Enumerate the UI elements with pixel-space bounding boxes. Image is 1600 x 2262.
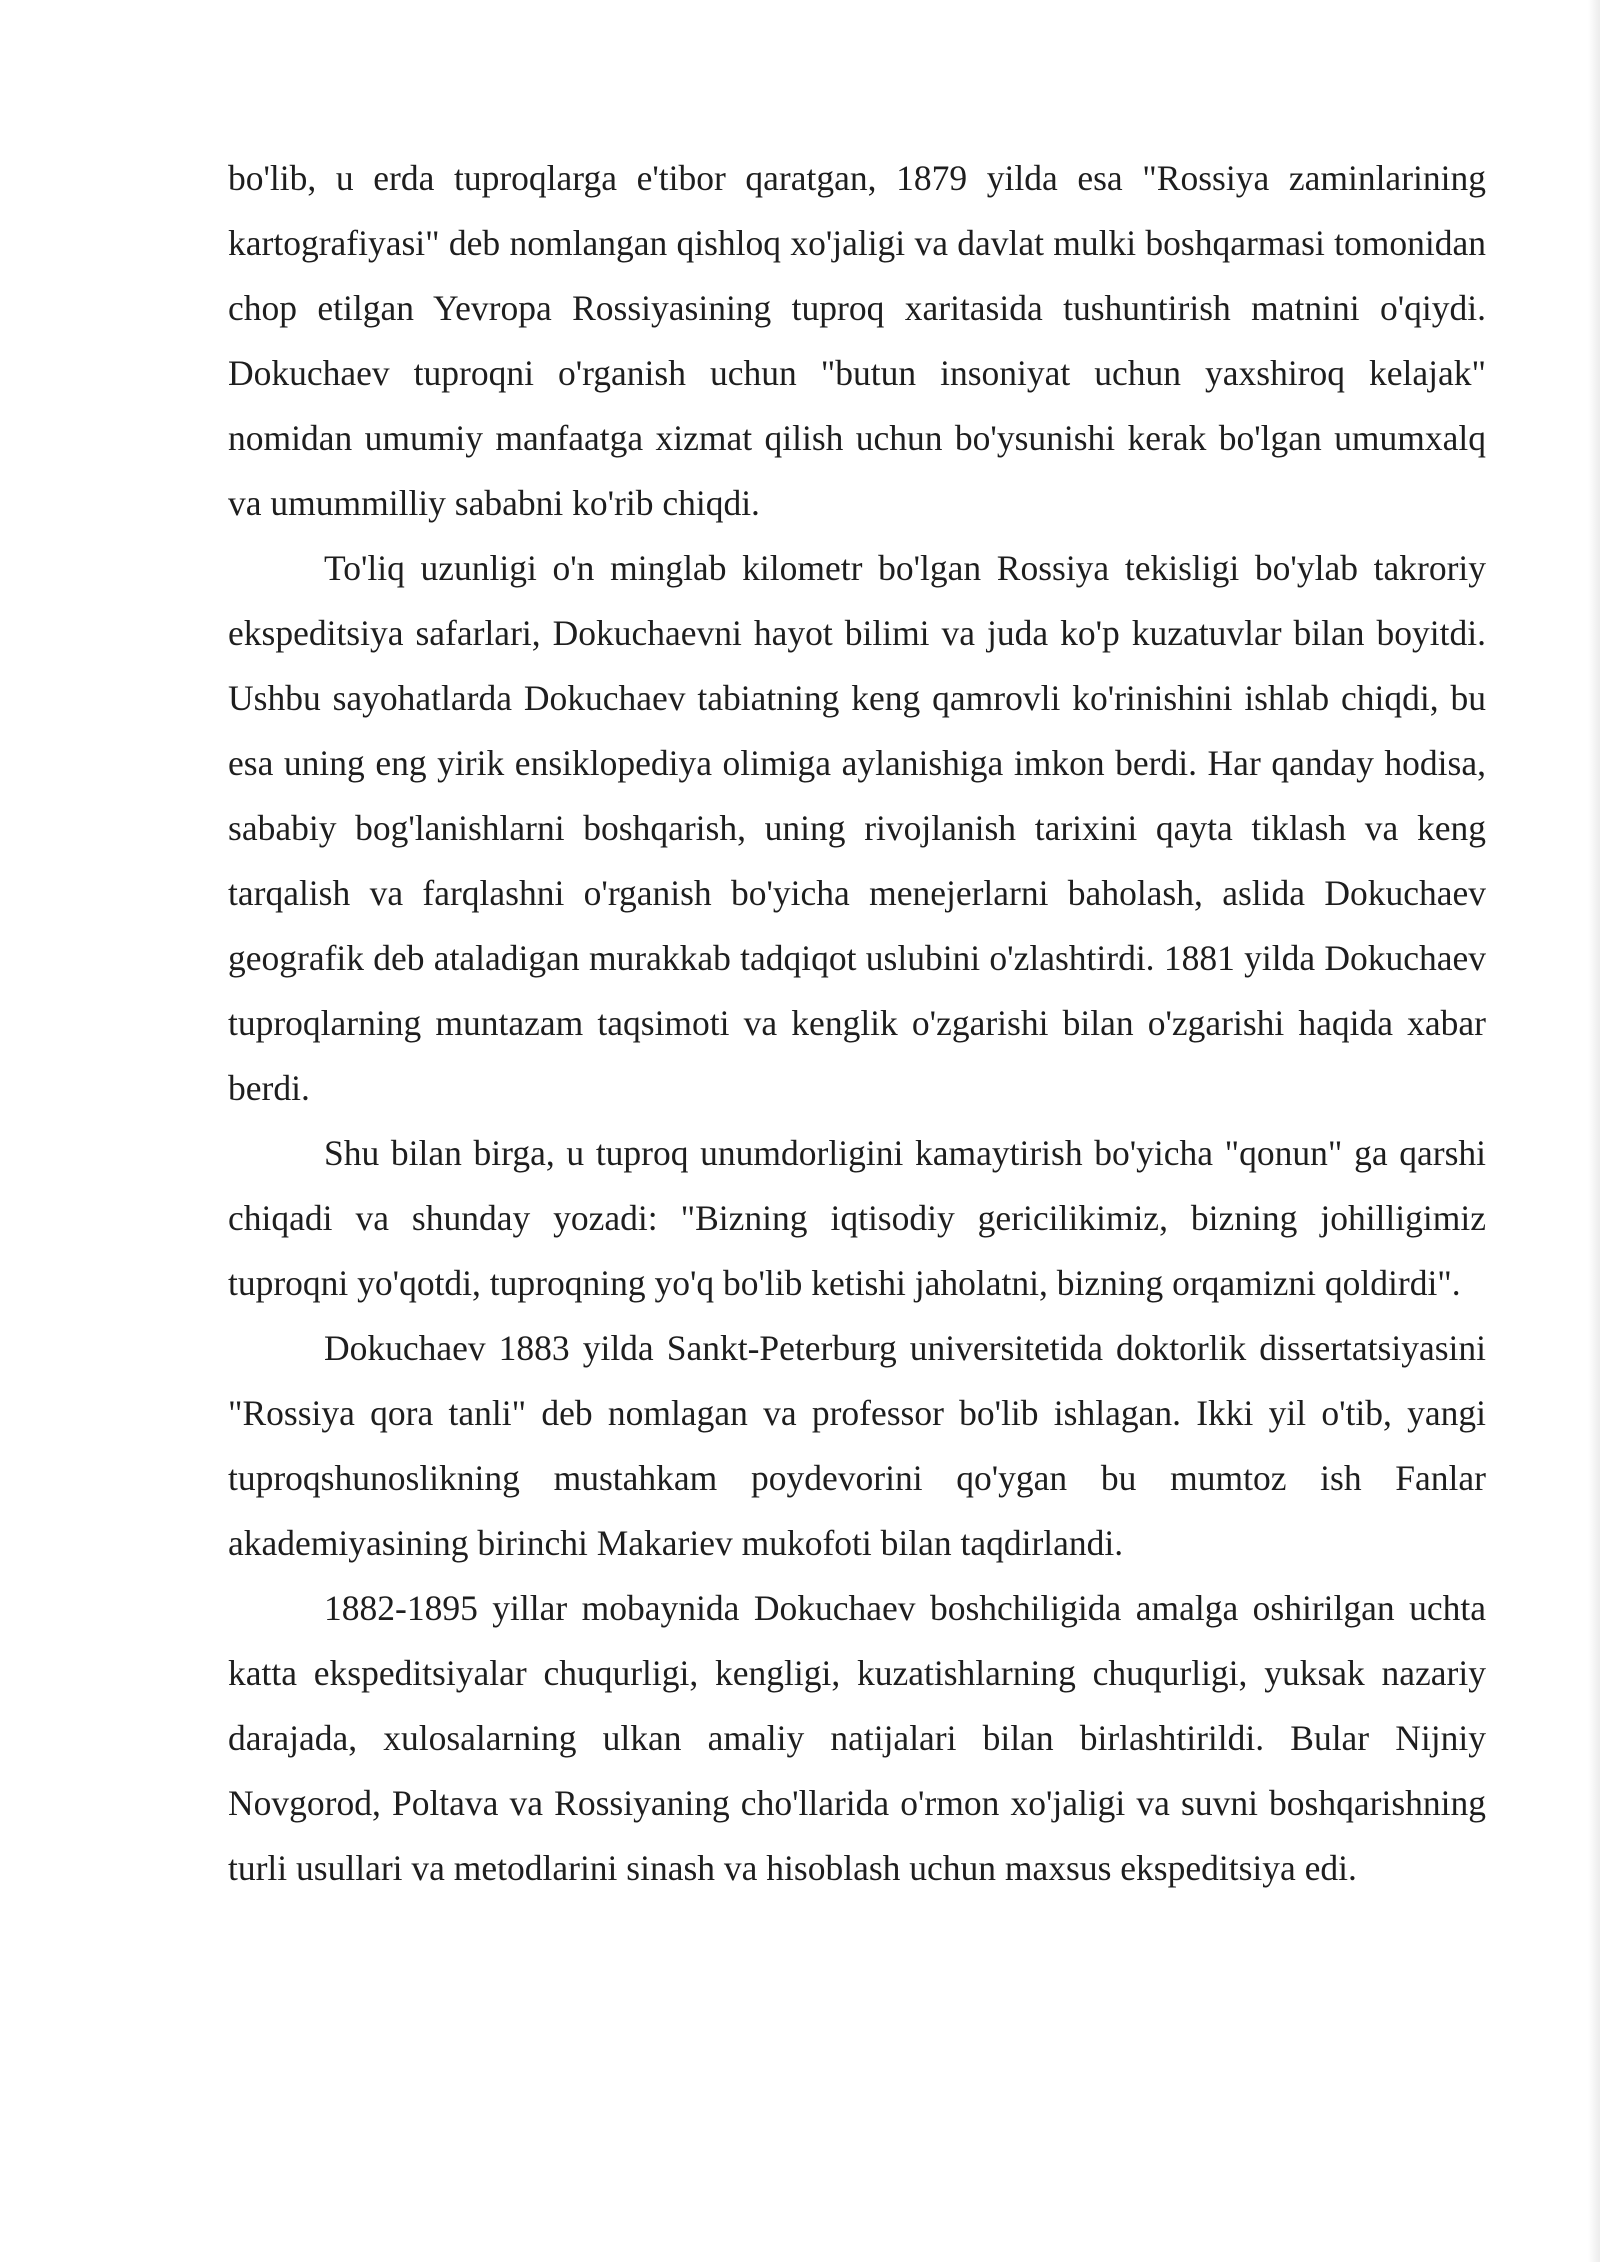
paragraph-soil-fertility-law: Shu bilan birga, u tuproq unumdorligini kamaytirish bo'yicha "qonun" ga qarshi chiqadi va shunday yozadi: "Bizning iqtisodiy gericilikimiz, bizning johilligimiz tuproqni yo'qotdi, tuproqning yo'q bo'lib ketishi jaholatni, bizning orqamizni qoldirdi". bbox=[228, 1133, 1486, 1303]
paragraph-major-expeditions: 1882-1895 yillar mobaynida Dokuchaev boshchiligida amalga oshirilgan uchta katta ekspeditsiyalar chuqurligi, kengligi, kuzatishlarning chuqurligi, yuksak nazariy darajada, xulosalarning ulkan amaliy natijalari bilan birlashtirildi. Bular Nijniy Novgorod, Poltava va Rossiyaning cho'llarida o'rmon xo'jaligi va suvni boshqarishning turli usullari va metodlarini sinash va hisoblash uchun maxsus ekspeditsiya edi. bbox=[228, 1588, 1486, 1888]
paragraph-continuation: bo'lib, u erda tuproqlarga e'tibor qaratgan, 1879 yilda esa "Rossiya zaminlarining kartografiyasi" deb nomlangan qishloq xo'jaligi va davlat mulki boshqarmasi tomonidan chop etilgan Yevropa Rossiyasining tuproq xaritasida tushuntirish matnini o'qiydi. Dokuchaev tuproqni o'rganish uchun "butun insoniyat uchun yaxshiroq kelajak" nomidan umumiy manfaatga xizmat qilish uchun bo'ysunishi kerak bo'lgan umumxalq va umummilliy sababni ko'rib chiqdi. bbox=[228, 158, 1486, 523]
paragraph-doctoral-dissertation: Dokuchaev 1883 yilda Sankt-Peterburg universitetida doktorlik dissertatsiyasini "Rossiya qora tanli" deb nomlagan va professor bo'lib ishlagan. Ikki yil o'tib, yangi tuproqshunoslikning mustahkam poydevorini qo'ygan bu mumtoz ish Fanlar akademiyasining birinchi Makariev mukofoti bilan taqdirlandi. bbox=[228, 1328, 1486, 1563]
paragraph-expeditions: To'liq uzunligi o'n minglab kilometr bo'lgan Rossiya tekisligi bo'ylab takroriy ekspeditsiya safarlari, Dokuchaevni hayot bilimi va juda ko'p kuzatuvlar bilan boyitdi. Ushbu sayohatlarda Dokuchaev tabiatning keng qamrovli ko'rinishini ishlab chiqdi, bu esa uning eng yirik ensiklopediya olimiga aylanishiga imkon berdi. Har qanday hodisa, sababiy bog'lanishlarni boshqarish, uning rivojlanish tarixini qayta tiklash va keng tarqalish va farqlashni o'rganish bo'yicha menejerlarni baholash, aslida Dokuchaev geografik deb ataladigan murakkab tadqiqot uslubini o'zlashtirdi. 1881 yilda Dokuchaev tuproqlarning muntazam taqsimoti va kenglik o'zgarishi bilan o'zgarishi haqida xabar berdi. bbox=[228, 548, 1486, 1108]
document-body bbox=[228, 146, 1486, 1901]
page-edge-shadow bbox=[1588, 0, 1600, 2262]
